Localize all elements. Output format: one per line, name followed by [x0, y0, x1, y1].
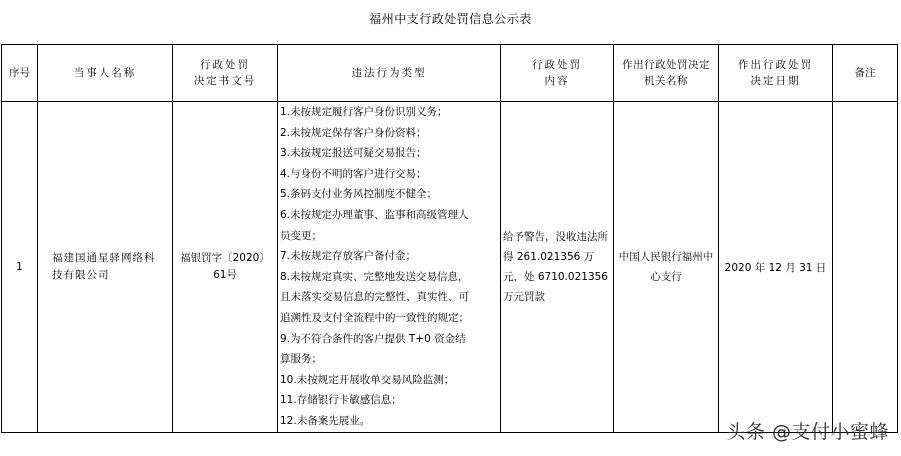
cell-doc-no: 福银罚字〔2020〕61号	[173, 102, 278, 433]
cell-date: 2020 年 12 月 31 日	[719, 102, 833, 433]
violation-item: 2.未按规定保存客户身份资料；	[280, 126, 427, 139]
header-penalty: 行政处罚 内容	[501, 45, 614, 102]
violation-item: 7.未按规定存放客户备付金；	[280, 250, 417, 263]
cell-party: 福建国通星驿网络科技有限公司	[38, 102, 173, 433]
violation-item: 8.未按规定真实、完整地发送交易信息，	[280, 270, 469, 283]
header-violation-type: 违法行为类型	[278, 45, 501, 102]
cell-note	[833, 102, 898, 433]
header-party: 当事人名称	[38, 45, 173, 102]
violation-item: 6.未按规定办理董事、监事和高级管理人	[280, 208, 469, 221]
table-row	[2, 102, 898, 433]
header-doc-no: 行政处罚 决定书文号	[173, 45, 278, 102]
cell-penalty: 给予警告，没收违法所得 261.021356 万元，处 6710.021356 万元罚款	[501, 102, 614, 433]
violation-item: 算服务；	[280, 353, 322, 366]
page-title: 福州中支行政处罚信息公示表	[369, 12, 532, 26]
cell-seq: 1	[2, 102, 38, 433]
violation-item: 10.未按规定开展收单交易风险监测；	[280, 373, 455, 386]
violation-item: 5.条码支付业务风控制度不健全；	[280, 188, 438, 201]
violation-item: 4.与身份不明的客户进行交易；	[280, 167, 427, 180]
cell-authority: 中国人民银行福州中心支行	[614, 102, 719, 433]
header-date: 作出行政处罚 决定日期	[719, 45, 833, 102]
header-authority: 作出行政处罚决定 机关名称	[614, 45, 719, 102]
violation-item: 3.未按规定报送可疑交易报告；	[280, 147, 427, 160]
violation-item: 11.存储银行卡敏感信息；	[280, 394, 402, 407]
cell-violations	[278, 102, 501, 433]
violation-item: 1.未按规定履行客户身份识别义务；	[280, 106, 448, 118]
header-note: 备注	[833, 45, 898, 102]
violation-item: 且未落实交易信息的完整性、真实性、可	[280, 291, 469, 304]
watermark: 头条 @支付小蜜蜂	[726, 421, 889, 443]
header-seq: 序号	[2, 45, 38, 102]
penalty-table	[1, 44, 898, 433]
table-header-row	[2, 45, 898, 102]
violation-item: 9.为不符合条件的客户提供 T+0 资金结	[280, 332, 466, 345]
violation-item: 追溯性及支付全流程中的一致性的规定；	[280, 311, 469, 324]
violation-item: 12.未备案先展业。	[280, 414, 371, 427]
violation-item: 员变更；	[280, 229, 322, 242]
